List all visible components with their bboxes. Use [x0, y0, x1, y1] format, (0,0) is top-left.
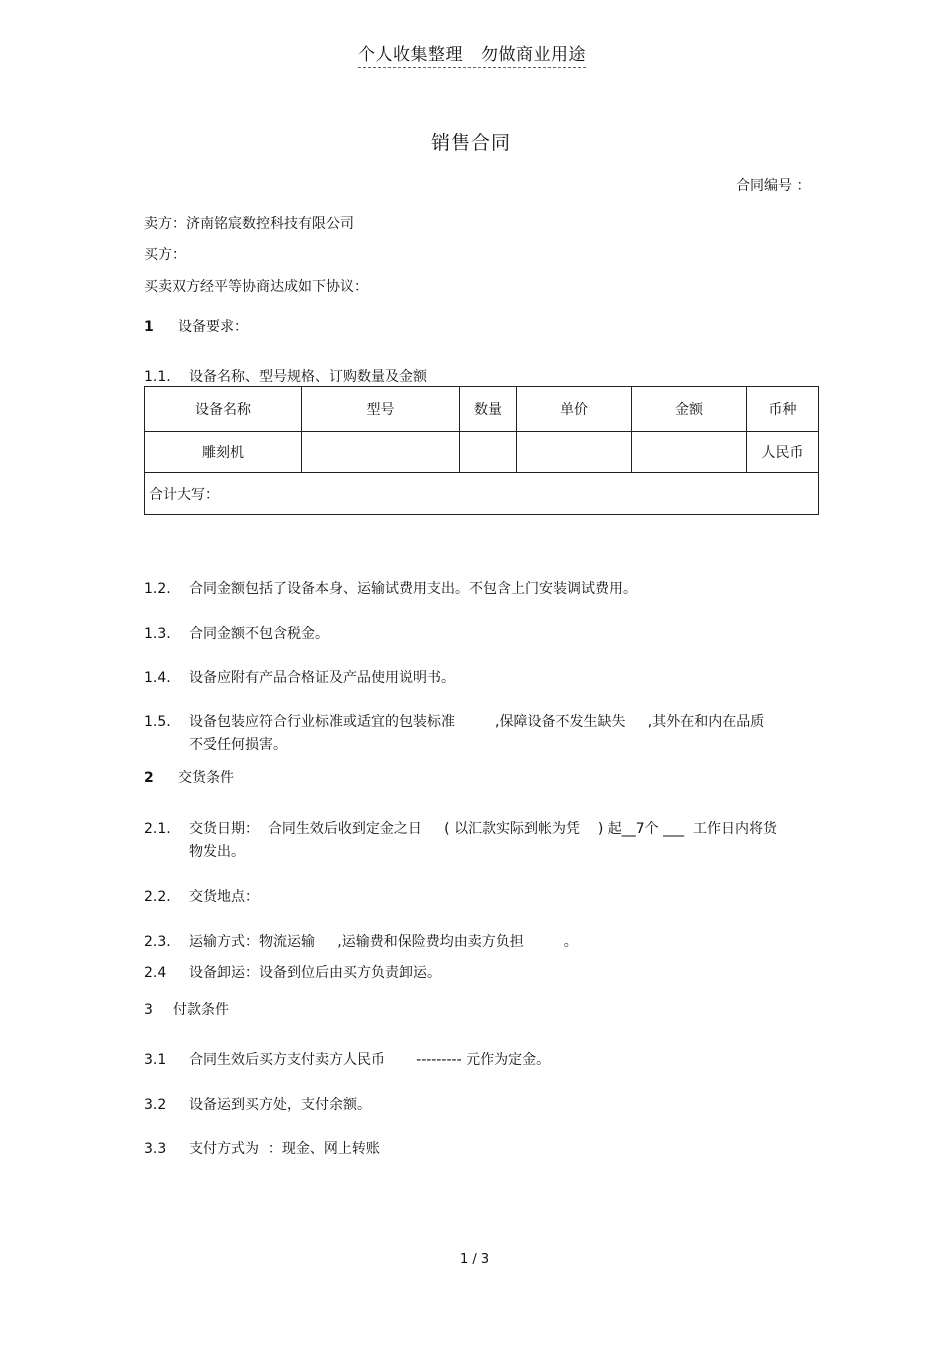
section-2-heading — [144, 767, 234, 787]
clause-number: 2.4 — [144, 965, 167, 981]
clause-text: 设备应附有产品合格证及产品使用说明书。 — [189, 670, 455, 686]
clause-number: 3.3 — [144, 1141, 167, 1157]
clause-text: 设备名称、型号规格、订购数量及金额 — [189, 369, 427, 385]
clause-2-3 — [144, 931, 578, 951]
cell-quantity — [460, 432, 517, 473]
page-header — [358, 40, 586, 68]
buyer-line: 买方： — [144, 247, 186, 263]
section-1-heading — [144, 316, 248, 336]
clause-text: 设备卸运：设备到位后由买方负责卸运。 — [189, 965, 441, 981]
clause-1-2 — [144, 578, 637, 598]
header-unit-price: 单价 — [517, 387, 632, 432]
document-title: 销售合同 — [431, 132, 512, 154]
clause-number: 3.2 — [144, 1097, 167, 1113]
clause-1-5 — [144, 711, 764, 731]
clause-2-4 — [144, 962, 441, 982]
cell-equipment-name: 雕刻机 — [145, 432, 302, 473]
header-equipment-name: 设备名称 — [145, 387, 302, 432]
table-header-row — [145, 387, 819, 432]
clause-2-2 — [144, 886, 259, 906]
clause-3-3 — [144, 1138, 380, 1158]
header-model: 型号 — [302, 387, 460, 432]
clause-text: 合同金额包括了设备本身、运输试费用支出。不包含上门安装调试费用。 — [189, 581, 637, 597]
intro-line: 买卖双方经平等协商达成如下协议： — [144, 279, 368, 295]
page-number: 1 / 3 — [460, 1252, 490, 1267]
clause-2-1 — [144, 818, 777, 838]
seller-line: 卖方：济南铭宸数控科技有限公司 — [144, 216, 354, 232]
clause-1-5-continued: 不受任何损害。 — [189, 737, 287, 753]
contract-number-label: 合同编号 ： — [736, 178, 811, 194]
clause-text: 合同金额不包含税金。 — [189, 626, 329, 642]
header-text-2: 勿做商业用途 — [481, 45, 586, 65]
clause-number: 1.5. — [144, 714, 171, 730]
cell-amount — [632, 432, 747, 473]
clause-text: 运输方式：物流运输 ,运输费和保险费均由卖方负担 。 — [189, 934, 578, 950]
header-currency: 币种 — [747, 387, 819, 432]
clause-number: 1.1. — [144, 369, 171, 385]
cell-model — [302, 432, 460, 473]
clause-1-3 — [144, 623, 329, 643]
section-title: 交货条件 — [178, 770, 234, 786]
header-quantity: 数量 — [460, 387, 517, 432]
clause-number: 3.1 — [144, 1052, 167, 1068]
clause-number: 1.4. — [144, 670, 171, 686]
section-number: 3 — [144, 1002, 153, 1018]
section-number: 2 — [144, 770, 154, 786]
clause-text: 设备运到买方处，支付余额。 — [189, 1097, 371, 1113]
clause-3-2 — [144, 1094, 371, 1114]
clause-text-line-1: 交货日期： 合同生效后收到定金之日 ( 以汇款实际到帐为凭 ) 起__7个 ___ 工作日内将货 — [189, 821, 778, 837]
section-title: 付款条件 — [173, 1002, 229, 1018]
clause-text: 交货地点： — [189, 889, 259, 905]
cell-currency: 人民币 — [747, 432, 819, 473]
cell-total-in-words: 合计大写： — [145, 473, 819, 515]
clause-1-4 — [144, 667, 455, 687]
clause-text: 合同生效后买方支付卖方人民币 --------- 元作为定金。 — [189, 1052, 551, 1068]
section-number: 1 — [144, 319, 154, 335]
table-row — [145, 432, 819, 473]
clause-3-1 — [144, 1049, 550, 1069]
clause-text: 支付方式为 ：现金、网上转账 — [189, 1141, 380, 1157]
clause-number: 2.2. — [144, 889, 171, 905]
clause-text-line-1: 设备包装应符合行业标准或适宜的包装标准 ,保障设备不发生缺失 ,其外在和内在品质 — [189, 714, 765, 730]
section-3-heading — [144, 999, 229, 1019]
cell-unit-price — [517, 432, 632, 473]
equipment-table — [144, 386, 819, 515]
clause-number: 1.3. — [144, 626, 171, 642]
clause-1-1 — [144, 366, 427, 386]
header-text-1: 个人收集整理 — [358, 45, 463, 65]
table-total-row — [145, 473, 819, 515]
clause-number: 2.1. — [144, 821, 171, 837]
header-amount: 金额 — [632, 387, 747, 432]
clause-2-1-continued: 物发出。 — [189, 844, 245, 860]
clause-number: 2.3. — [144, 934, 171, 950]
clause-number: 1.2. — [144, 581, 171, 597]
section-title: 设备要求： — [178, 319, 248, 335]
